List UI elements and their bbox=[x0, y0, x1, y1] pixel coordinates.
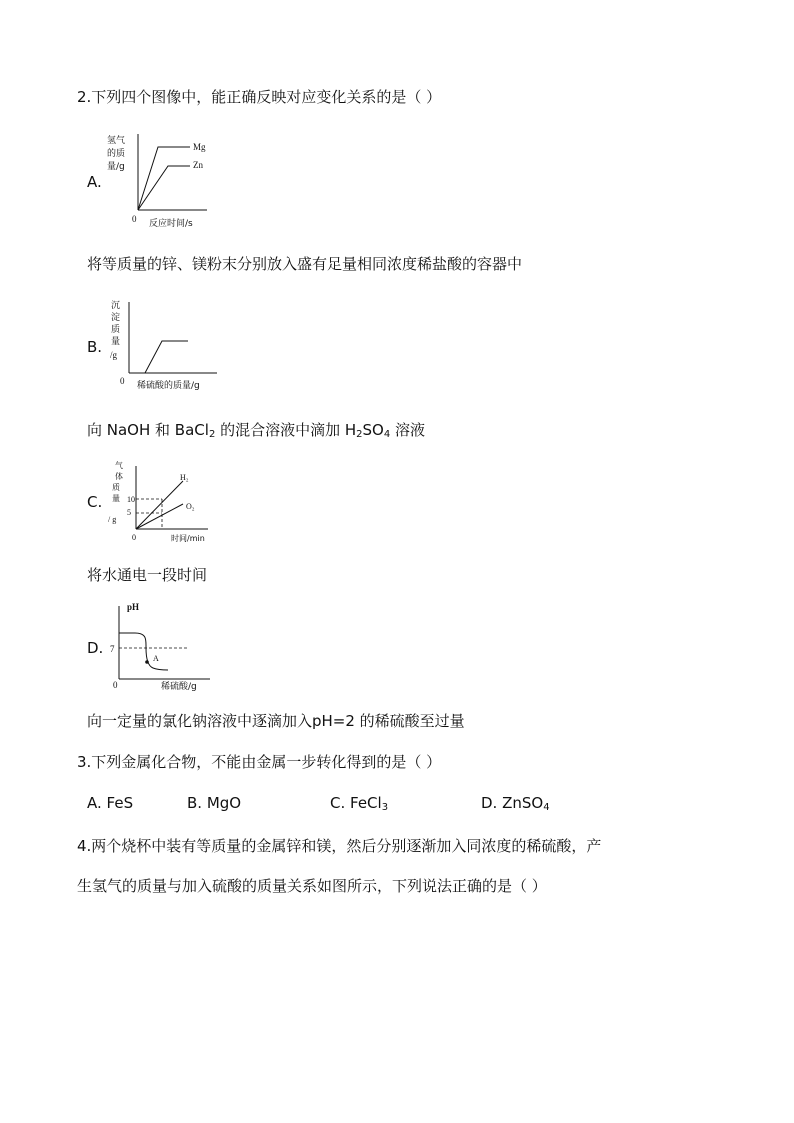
chart-a-legend-zn: Zn bbox=[193, 160, 203, 170]
chart-d-ytick-7: 7 bbox=[110, 644, 115, 654]
q2-option-c-label[interactable]: C. bbox=[87, 493, 103, 511]
chart-c-series-o2 bbox=[136, 504, 183, 529]
q2-option-b-desc: 向 NaOH 和 BaCl$_2$ 的混合溶液中滴加 $H_2SO_4$ 溶液 bbox=[87, 421, 425, 440]
chart-a-ylabel-2: 的质 bbox=[107, 149, 126, 159]
q2-option-d-label[interactable]: D. bbox=[87, 639, 104, 657]
q2-chart-d bbox=[105, 600, 220, 695]
chart-b-ylabel-3: 质 bbox=[111, 325, 121, 335]
chart-a-legend-mg: Mg bbox=[193, 142, 206, 152]
chart-a-ylabel-3: 量/g bbox=[107, 162, 125, 172]
chart-d-origin: 0 bbox=[113, 680, 118, 690]
chart-b-ylabel-4: 量 bbox=[111, 337, 121, 347]
chart-b-xlabel: 稀硫酸的质量/g bbox=[137, 381, 200, 391]
chart-c-ylabel-5: / g bbox=[108, 515, 117, 524]
chart-c-ylabel-1: 气 bbox=[115, 461, 123, 470]
chart-b-series bbox=[129, 341, 188, 373]
chart-d-series bbox=[119, 633, 168, 670]
chart-d-ylabel: pH bbox=[127, 602, 140, 612]
q4-stem-line2: 生氢气的质量与加入硫酸的质量关系如图所示，下列说法正确的是（ ） bbox=[77, 877, 547, 895]
q2-option-c-desc: 将水通电一段时间 bbox=[87, 566, 208, 584]
q2-chart-c bbox=[105, 458, 215, 546]
chart-c-legend-h2: H₂ bbox=[180, 473, 189, 482]
q2-option-a-label[interactable]: A. bbox=[87, 173, 102, 191]
chart-c-ylabel-4: 量 bbox=[112, 494, 120, 503]
q3-option-d[interactable]: D. ZnSO$_4$ bbox=[481, 794, 550, 813]
chart-c-origin: 0 bbox=[132, 533, 136, 542]
chart-d-xlabel: 稀硫酸/g bbox=[161, 682, 197, 692]
q2-stem: 2.下列四个图像中，能正确反映对应变化关系的是（ ） bbox=[77, 88, 442, 106]
chart-b-origin: 0 bbox=[120, 376, 125, 386]
chart-c-ytick-10: 10 bbox=[127, 495, 135, 504]
chart-b-ylabel-1: 沉 bbox=[111, 301, 121, 311]
chart-c-xlabel: 时间/min bbox=[171, 534, 205, 543]
q3-option-b[interactable]: B. MgO bbox=[187, 794, 242, 812]
q2-option-a-desc: 将等质量的锌、镁粉末分别放入盛有足量相同浓度稀盐酸的容器中 bbox=[87, 255, 523, 273]
chart-a-ylabel-1: 氢气 bbox=[107, 136, 126, 146]
chart-b-ylabel-5: /g bbox=[110, 350, 118, 360]
q3-stem: 3.下列金属化合物，不能由金属一步转化得到的是（ ） bbox=[77, 753, 442, 771]
chart-c-ylabel-2: 体 bbox=[115, 472, 123, 481]
chart-c-ytick-5: 5 bbox=[127, 508, 131, 517]
chart-d-point-a bbox=[145, 660, 149, 664]
chart-c-series-h2 bbox=[136, 481, 183, 529]
chart-a-origin: 0 bbox=[132, 214, 137, 224]
chart-d-point-a-label: A bbox=[153, 654, 159, 663]
q4-stem-line1: 4.两个烧杯中装有等质量的金属锌和镁，然后分别逐渐加入同浓度的稀硫酸，产 bbox=[77, 837, 602, 855]
q2-chart-a bbox=[105, 130, 215, 230]
chart-a-xlabel: 反应时间/s bbox=[149, 219, 193, 229]
q2-option-d-desc: 向一定量的氯化钠溶液中逐滴加入pH=2 的稀硫酸至过量 bbox=[87, 712, 465, 730]
chart-c-legend-o2: O₂ bbox=[186, 502, 195, 511]
chart-a-series-mg bbox=[138, 147, 190, 210]
chart-b-ylabel-2: 淀 bbox=[111, 313, 121, 323]
q3-option-a[interactable]: A. FeS bbox=[87, 794, 134, 812]
q2-chart-b bbox=[105, 298, 225, 394]
q2-option-b-label[interactable]: B. bbox=[87, 338, 103, 356]
chart-a-series-zn bbox=[138, 166, 190, 210]
q3-option-c[interactable]: C. FeCl$_3$ bbox=[330, 794, 389, 813]
chart-c-ylabel-3: 质 bbox=[112, 483, 120, 492]
